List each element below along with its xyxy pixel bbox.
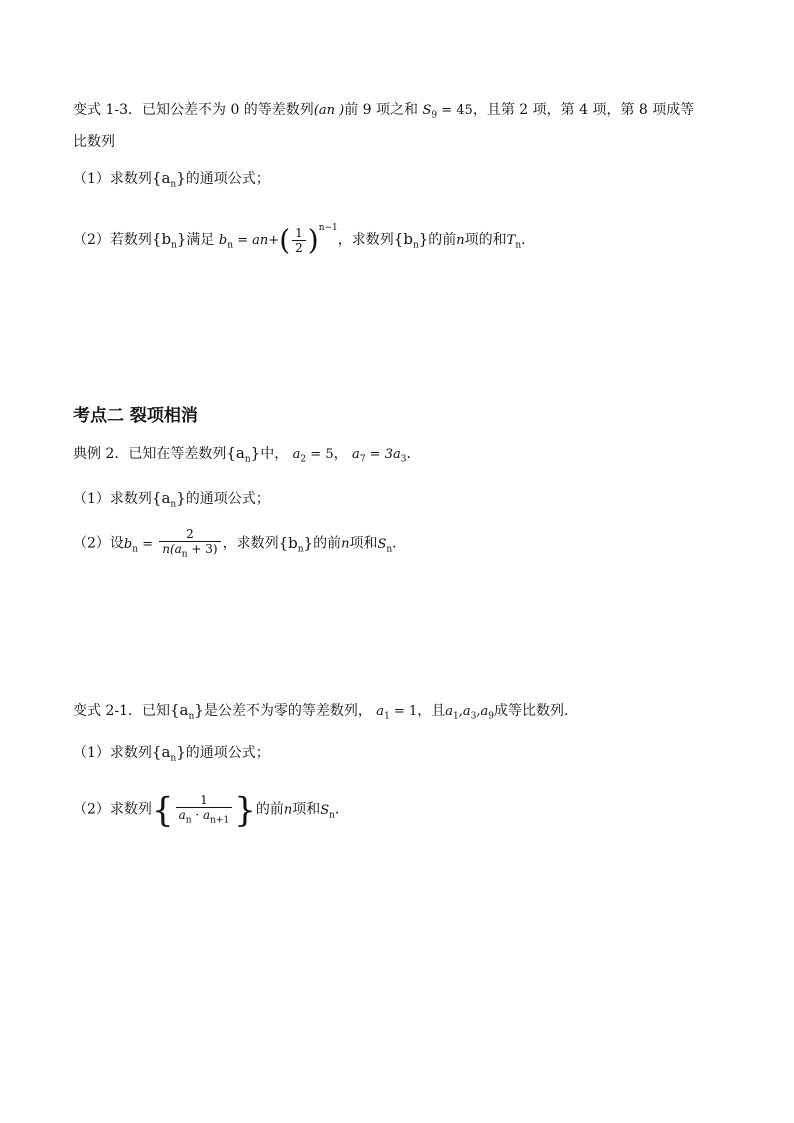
question-text: 项和: [292, 801, 321, 818]
question-label: （2）若数列: [73, 232, 152, 248]
math-symbol: {a: [226, 444, 245, 462]
question-text: 项和: [349, 535, 378, 552]
statement-text: ，且: [417, 703, 446, 719]
math-symbol: }: [194, 701, 204, 719]
math-symbol: }: [176, 489, 186, 507]
variant-2-1-statement: [73, 700, 568, 727]
math-variable: n: [341, 536, 350, 552]
math-subscript: n: [170, 753, 177, 764]
question-label: （1）求数列: [73, 491, 152, 507]
math-sequence: [226, 444, 261, 465]
variant-1-3-statement: [73, 100, 694, 126]
variant-1-3-statement-cont: 比数列: [73, 134, 115, 150]
example-2-question-2: [73, 527, 406, 561]
question-text: 的通项公式；: [185, 745, 270, 761]
math-tn: [506, 233, 522, 251]
math-value: = 1: [389, 704, 418, 719]
statement-text: 成等比数列.: [493, 703, 569, 719]
right-brace: }: [234, 790, 256, 831]
math-a1: [376, 704, 418, 722]
math-subscript: n: [227, 240, 233, 251]
math-subscript: n+1: [210, 815, 230, 826]
math-symbol: a: [292, 447, 301, 462]
math-symbol: ,a: [476, 704, 489, 719]
math-sequence: [151, 743, 186, 764]
left-brace: {: [151, 790, 174, 831]
math-subscript: n: [171, 240, 177, 251]
math-symbol: {a: [151, 489, 171, 507]
math-operator: ·: [191, 808, 203, 822]
math-symbol: b: [218, 233, 228, 248]
math-symbol: {a: [170, 701, 189, 719]
question-text: 项的和: [464, 232, 507, 248]
statement-text: 前 9 项之和: [344, 102, 419, 118]
math-symbol: a: [202, 808, 211, 822]
math-subscript: 1: [453, 711, 459, 722]
math-subscript: 2: [300, 454, 307, 465]
math-subscript: n: [244, 454, 251, 465]
statement-text: 中，: [260, 446, 289, 462]
math-symbol: }: [176, 230, 187, 248]
question-label: （1）求数列: [73, 171, 152, 187]
math-subscript: n: [188, 711, 195, 722]
math-symbol: S: [422, 103, 432, 118]
fraction-denominator: 2: [292, 240, 306, 255]
math-subscript: n: [181, 549, 188, 560]
punctuation: ，: [333, 446, 348, 462]
math-symbol: S: [377, 536, 387, 552]
math-subscript: n: [170, 179, 177, 190]
section-heading: 考点二 裂项相消: [73, 406, 198, 426]
math-symbol: }: [418, 230, 429, 248]
math-symbol: a: [376, 704, 385, 719]
question-text: 的前: [428, 232, 457, 248]
math-fraction: [292, 226, 306, 255]
statement-text: 典例 2．已知在等差数列: [73, 446, 227, 462]
question-text: 满足: [186, 232, 215, 248]
math-subscript: 3: [470, 711, 477, 722]
math-variable: n: [283, 802, 293, 818]
question-text: ，求数列: [222, 535, 279, 552]
fraction-denominator: [176, 807, 233, 827]
math-expression: n(a: [162, 542, 182, 556]
punctuation: ．: [521, 232, 536, 248]
math-subscript: n: [132, 544, 139, 555]
math-symbol: a: [445, 704, 453, 719]
math-subscript: n: [412, 240, 419, 251]
variant-1-3-question-2: [73, 218, 535, 256]
left-paren: (: [279, 223, 291, 257]
example-2-statement: [73, 443, 420, 470]
math-fraction: [176, 793, 233, 827]
math-sequence: [393, 230, 429, 251]
variant-2-1-question-1: [73, 742, 270, 769]
math-sequence: [170, 701, 204, 722]
math-sequence: [278, 533, 314, 555]
math-subscript: n: [386, 544, 393, 555]
statement-text: ，且第 2 项，第 4 项，第 8 项成等: [472, 102, 695, 118]
fraction-denominator: [159, 541, 220, 561]
question-text: 的通项公式；: [185, 171, 270, 187]
math-symbol: }: [303, 533, 314, 552]
math-subscript: n: [185, 815, 192, 826]
math-sequence: [151, 489, 186, 510]
math-sequence: (an ): [313, 103, 345, 118]
punctuation: ．: [392, 535, 407, 552]
right-paren: ): [307, 223, 319, 257]
statement-text: 变式 1-3．已知公差不为 0 的等差数列: [73, 102, 314, 118]
math-subscript: n: [297, 544, 304, 555]
variant-1-3-question-1: [73, 168, 270, 195]
math-s9: [422, 103, 473, 121]
math-a2: [292, 447, 334, 465]
fraction-numerator: 1: [295, 226, 303, 240]
math-subscript: 9: [488, 711, 494, 722]
math-subscript: 7: [359, 454, 366, 465]
math-expression: + 3): [187, 542, 218, 556]
math-sequence: [151, 230, 187, 251]
math-subscript: 9: [431, 110, 438, 121]
example-2-question-1: [73, 488, 270, 515]
math-subscript: n: [170, 499, 177, 510]
math-expression: =: [138, 536, 158, 552]
question-label: （1）求数列: [73, 745, 152, 761]
punctuation: ．: [406, 446, 421, 462]
math-terms: [445, 704, 494, 722]
math-symbol: {a: [151, 169, 171, 187]
math-symbol: a: [352, 447, 360, 462]
statement-text: 变式 2-1．已知: [73, 703, 170, 719]
math-symbol: {a: [151, 743, 171, 761]
math-symbol: }: [250, 444, 261, 462]
fraction-numerator: 2: [186, 527, 194, 541]
math-value: = 5: [306, 447, 334, 462]
math-expression: = 3a: [365, 447, 401, 462]
statement-text: 是公差不为零的等差数列，: [203, 703, 372, 719]
question-text: ，求数列: [337, 232, 394, 248]
question-text: 的前: [313, 535, 342, 552]
math-symbol: b: [123, 536, 133, 552]
question-text: 的前: [255, 801, 284, 818]
math-reciprocal-sequence: [151, 790, 256, 831]
math-symbol: }: [176, 169, 186, 187]
math-subscript: n: [329, 810, 335, 821]
math-sn: [377, 536, 393, 555]
math-subscript: 1: [384, 711, 390, 722]
question-text: 的通项公式；: [185, 491, 270, 507]
math-formula-bn: [218, 223, 338, 257]
math-formula-bn: [123, 527, 223, 560]
math-symbol: S: [320, 802, 330, 818]
variant-2-1-question-2: [73, 790, 340, 831]
math-symbol: {b: [393, 230, 413, 248]
math-expression: = an+: [233, 233, 280, 248]
question-label: （2）设: [73, 535, 124, 552]
math-subscript: n: [515, 240, 522, 251]
math-a7: [352, 447, 407, 465]
math-fraction: [159, 527, 220, 561]
math-symbol: ,a: [458, 704, 471, 719]
math-subscript: 3: [400, 454, 407, 465]
math-variable: n: [456, 233, 465, 248]
math-symbol: a: [178, 808, 186, 822]
punctuation: .: [334, 801, 340, 818]
question-label: （2）求数列: [73, 801, 152, 818]
math-sequence: [151, 169, 186, 190]
math-superscript: n−1: [318, 223, 338, 233]
math-symbol: {b: [278, 533, 298, 552]
math-value: = 45: [437, 103, 473, 118]
fraction-numerator: 1: [200, 793, 208, 807]
math-symbol: }: [176, 743, 186, 761]
math-symbol: T: [506, 233, 516, 248]
math-sn: [320, 802, 335, 821]
math-symbol: {b: [151, 230, 172, 248]
